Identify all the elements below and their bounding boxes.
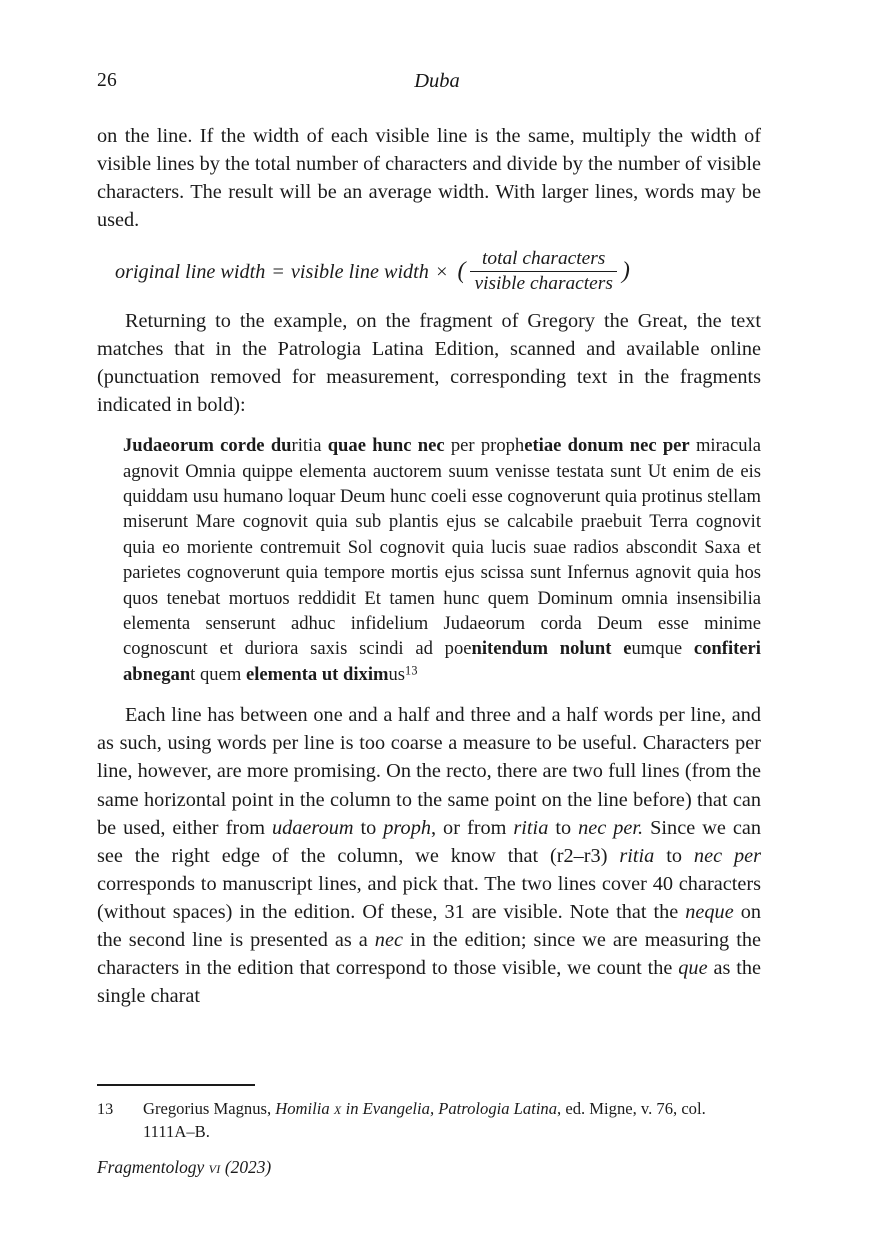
footnote-separator-rule xyxy=(97,1084,255,1086)
footer-volume: vi xyxy=(208,1157,221,1177)
page-footer xyxy=(97,1157,271,1178)
quote-text: Judaeorum corde duritia quae hunc nec per prophetiae donum nec per miracula agnovit Omnia quippe elementa auctorem suum venisse testata sunt Ut enim de eis quiddam usu humano loquar Deum hunc coeli esse cognoverunt quia protinus stellam miserunt Mare cognovit quia sub plantis ejus se calcabile praebuit Terra cognovit quia eo moriente contremuit Sol cognovit quia lucis suae radios abscondit Saxa et parietes cognoverunt quia tempore mortis ejus scissa sunt Infernus agnovit quia hos quos tenebat mortuos reddidit Et tamen hunc quem Dominum omnia insensibilia elementa senserunt adhuc infidelium Judaeorum corda Deum esse minime cognoscunt et duriora saxis scindi ad poenitendum nolunt eumque confiteri abnegant quem elementa ut diximus xyxy=(123,435,761,685)
footer-journal-name: Fragmentology xyxy=(97,1157,209,1177)
footnote-number: 13 xyxy=(97,1100,114,1118)
fraction-numerator: total characters xyxy=(482,248,606,270)
running-head-title: Duba xyxy=(414,70,460,92)
formula-close-paren: ) xyxy=(621,258,630,285)
fraction-denominator: visible characters xyxy=(470,271,616,295)
footnote-item xyxy=(97,1098,761,1143)
text-column xyxy=(97,122,761,1010)
footnotes-area xyxy=(97,1098,761,1143)
formula-open-paren: ( xyxy=(457,258,466,285)
formula-fraction xyxy=(470,248,616,294)
footnote-text: Gregorius Magnus, Homilia x in Evangelia, Patrologia Latina, ed. Migne, v. 76, col. 1111A–B. xyxy=(143,1099,706,1141)
formula-times-sign: × xyxy=(434,260,449,283)
formula-equals: = xyxy=(271,260,285,283)
running-head xyxy=(97,70,777,96)
footer-year: (2023) xyxy=(220,1157,272,1177)
formula-right-factor: visible line width xyxy=(290,260,429,283)
page-number: 26 xyxy=(97,70,117,91)
paragraph-returning: Returning to the example, on the fragment of Gregory the Great, the text matches that in the Patrologia Latina Edition, scanned and available online (punctuation removed for measurement, corresponding text in the fragments indicated in bold): xyxy=(97,309,761,417)
quote-footnote-marker: 13 xyxy=(405,663,418,678)
paragraph-continuation: on the line. If the width of each visible line is the same, multiply the width of visible lines by the total number of characters and divide by the number of visible characters. The result will be an average width. With larger lines, words may be used. xyxy=(97,125,761,232)
display-formula xyxy=(97,234,761,306)
paragraph-each-line: Each line has between one and a half and three and a half words per line, and as such, using words per line is too coarse a measure to be useful. Characters per line, however, are more promising. On the recto, there are two full lines (from the same horizontal point in the column to the same point on the line before) that can be used, either from udaeroum to proph, or from ritia to nec per. Since we can see the right edge of the column, we know that (r2–r3) ritia to nec per corresponds to manuscript lines, and pick that. The two lines cover 40 characters (without spaces) in the edition. Of these, 31 are visible. Note that the neque on the second line is presented as a nec in the edition; since we are measuring the characters in the edition that correspond to those visible, we count the que as the single charat xyxy=(97,704,762,1008)
formula-left-side: original line width xyxy=(115,260,266,283)
block-quote-latin xyxy=(97,433,761,687)
